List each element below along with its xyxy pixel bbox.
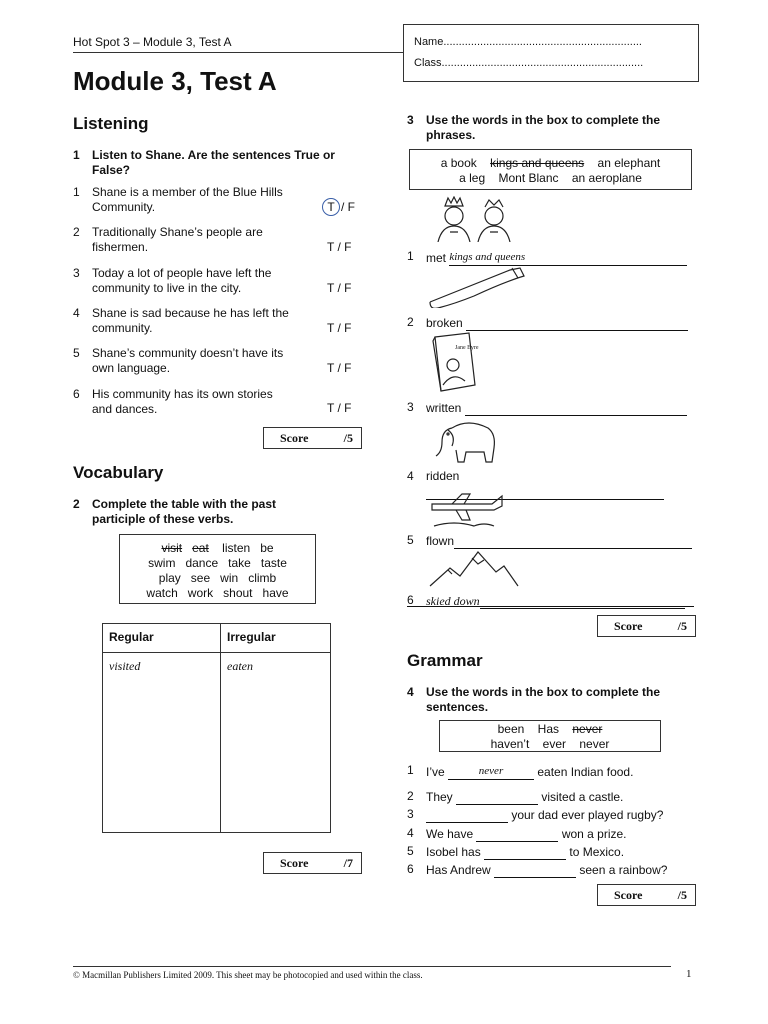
verb-word-box: visit eat listen be swim dance take taste play see win climb watch work shout have xyxy=(119,534,316,604)
kings-queens-illustration xyxy=(430,196,522,242)
q3-item-2-blank[interactable] xyxy=(466,315,688,331)
q1-item-4-tf[interactable]: T / F xyxy=(327,321,352,335)
regular-column[interactable]: visited xyxy=(103,653,221,833)
irregular-column[interactable]: eaten xyxy=(221,653,331,833)
q3-item-6-underline xyxy=(407,606,694,607)
q1-item-5-tf[interactable]: T / F xyxy=(327,361,352,375)
score-box-phrases: Score /5 xyxy=(597,615,696,637)
vocabulary-heading: Vocabulary xyxy=(73,463,164,482)
score-box-listening: Score /5 xyxy=(263,427,362,449)
answer-circle: T xyxy=(322,198,340,216)
verb-table xyxy=(102,623,331,833)
score-box-grammar: Score /5 xyxy=(597,884,696,906)
q1-item-6-tf[interactable]: T / F xyxy=(327,401,352,415)
q4-item-6-blank[interactable] xyxy=(494,862,576,878)
q4-item-5-blank[interactable] xyxy=(484,844,566,860)
aeroplane-illustration xyxy=(428,486,508,528)
q1-item-2-tf[interactable]: T / F xyxy=(327,240,352,254)
book-title: Jane Eyre xyxy=(455,345,479,351)
q4-item-1-blank[interactable]: never xyxy=(448,763,534,780)
class-field[interactable]: Class.................................................................. xyxy=(414,57,644,69)
grammar-heading: Grammar xyxy=(407,651,483,670)
word-visit: visit xyxy=(161,541,183,555)
q3-item-5-blank[interactable] xyxy=(454,533,692,549)
phrase-word-box: a book kings and queens an elephant a leg Mont Blanc an aeroplane xyxy=(409,149,692,190)
table-header-regular: Regular xyxy=(103,624,221,653)
footer-divider xyxy=(73,966,671,967)
score-box-vocabulary: Score /7 xyxy=(263,852,362,874)
copyright-notice: © Macmillan Publishers Limited 2009. This sheet may be photocopied and used within the class. xyxy=(73,970,423,980)
word-eat: eat xyxy=(192,541,209,555)
book-illustration xyxy=(431,331,479,393)
q4-item-3-blank[interactable] xyxy=(426,807,508,823)
name-class-box xyxy=(403,24,699,82)
q4-item-2-blank[interactable] xyxy=(456,789,538,805)
table-header-irregular: Irregular xyxy=(221,624,331,653)
page-title: Module 3, Test A xyxy=(73,66,277,96)
q3-item-1-blank[interactable]: kings and queens xyxy=(449,249,687,266)
running-title: Hot Spot 3 – Module 3, Test A xyxy=(73,35,232,49)
mountain-illustration xyxy=(428,550,520,590)
page-number: 1 xyxy=(686,968,692,980)
elephant-illustration xyxy=(434,416,498,464)
q4-item-4-blank[interactable] xyxy=(476,826,558,842)
q1-item-3-tf[interactable]: T / F xyxy=(327,281,352,295)
listening-heading: Listening xyxy=(73,114,149,133)
name-field[interactable]: Name................................................................. xyxy=(414,36,642,48)
grammar-word-box: been Has never haven’t ever never xyxy=(439,720,661,752)
q1-item-1-answer[interactable]: T / F xyxy=(322,198,355,216)
q3-item-3-blank[interactable] xyxy=(465,400,687,416)
leg-illustration xyxy=(428,264,528,308)
header-divider xyxy=(73,52,403,53)
